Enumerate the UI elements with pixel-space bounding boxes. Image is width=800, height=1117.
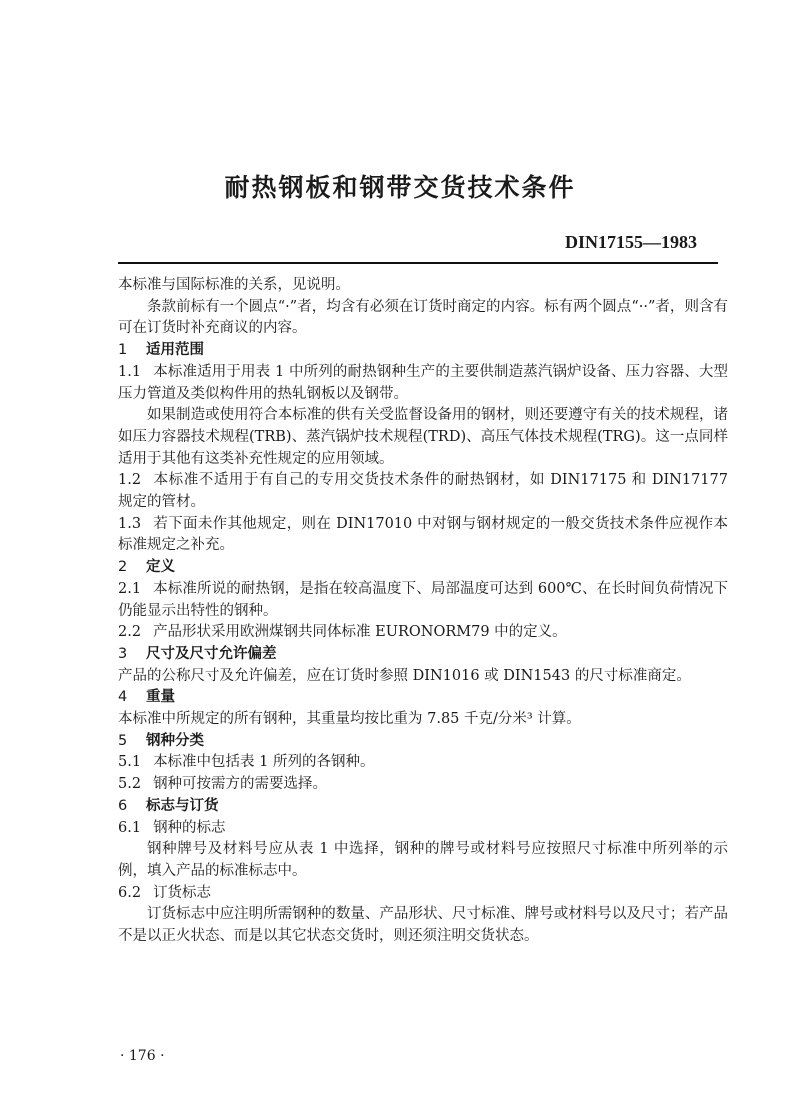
section-title: 钢种分类 [146,732,204,749]
body-paragraph [118,904,728,947]
section-number: 6 [118,797,128,814]
clause-number: 5.1 [118,754,142,771]
paragraph-text: 如果制造或使用符合本标准的供有关受监督设备用的钢材，则还要遵守有关的技术规程，诸如压力容器技术规程(TRB)、蒸汽锅炉技术规程(TRD)、高压气体技术规程(TRG)。这一点同样适用于其他有这类补充性规定的应用领域。 [118,407,728,467]
clause-number: 6.1 [118,819,142,836]
section-number: 2 [118,559,128,576]
body-paragraph [118,405,728,470]
paragraph-text: 本标准中包括表 1 所列的各钢种。 [153,754,375,771]
body-paragraph [118,774,728,796]
paragraph-text: 若下面未作其他规定，则在 DIN17010 中对钢与钢材规定的一般交货技术条件应视作本标准规定之补充。 [118,515,728,554]
body-paragraph [118,818,728,840]
paragraph-text: 产品的公称尺寸及允许偏差，应在订货时参照 DIN1016 或 DIN1543 的尺寸标准商定。 [118,667,691,684]
clause-number: 2.2 [118,624,142,641]
body-paragraph [118,622,728,644]
body-paragraph [118,839,728,882]
standard-number: DIN17155—1983 [564,232,697,252]
document-title: 耐热钢板和钢带交货技术条件 [224,173,576,202]
paragraph-text: 钢种的标志 [153,819,226,836]
section-heading [118,644,728,666]
section-heading [118,340,728,362]
paragraph-text: 订货标志 [153,884,212,901]
section-number: 4 [118,689,128,706]
section-heading [118,557,728,579]
section-title: 重量 [146,689,175,706]
header-rule [118,262,718,264]
paragraph-text: 本标准中所规定的所有钢种，其重量均按比重为 7.85 千克/分米³ 计算。 [118,711,581,728]
section-number: 3 [118,645,128,662]
clause-number: 2.1 [118,580,142,597]
section-heading [118,796,728,818]
body-paragraph [118,752,728,774]
section-title: 尺寸及尺寸允许偏差 [146,645,277,662]
section-title: 适用范围 [146,342,204,359]
section-number: 5 [118,732,128,749]
body-paragraph [118,514,728,557]
paragraph-text: 本标准所说的耐热钢，是指在较高温度下、局部温度可达到 600℃、在长时间负荷情况下仍能显示出特性的钢种。 [118,580,728,619]
body-paragraph [118,275,728,297]
paragraph-text: 钢种可按需方的需要选择。 [153,776,328,793]
clause-number: 1.3 [118,515,142,532]
page-number: · 176 · [120,1048,165,1064]
clause-number: 5.2 [118,776,142,793]
body-paragraph [118,709,728,731]
body-paragraph [118,470,728,513]
paragraph-text: 本标准适用于用表 1 中所列的耐热钢种生产的主要供制造蒸汽锅炉设备、压力容器、大型压力管道及类似构件用的热轧钢板以及钢带。 [118,363,728,402]
body-paragraph [118,883,728,905]
paragraph-text: 产品形状采用欧洲煤钢共同体标准 EURONORM79 中的定义。 [153,624,567,641]
paragraph-text: 订货标志中应注明所需钢种的数量、产品形状、尺寸标准、牌号或材料号以及尺寸；若产品不是以正火状态、而是以其它状态交货时，则还须注明交货状态。 [118,906,728,945]
section-number: 1 [118,342,128,359]
clause-number: 6.2 [118,884,142,901]
body-paragraph [118,579,728,622]
section-title: 定义 [146,559,175,576]
paragraph-text: 本标准不适用于有自己的专用交货技术条件的耐热钢材，如 DIN17175 和 DIN17177 规定的管材。 [118,472,728,511]
section-heading [118,731,728,753]
body-paragraph [118,297,728,340]
body-paragraph [118,666,728,688]
body-paragraph [118,362,728,405]
clause-number: 1.2 [118,472,142,489]
paragraph-text: 本标准与国际标准的关系，见说明。 [118,277,350,293]
paragraph-text: 条款前标有一个圆点“·”者，均含有必须在订货时商定的内容。标有两个圆点“··”者，则含有可在订货时补充商议的内容。 [118,298,728,337]
paragraph-text: 钢种牌号及材料号应从表 1 中选择，钢种的牌号或材料号应按照尺寸标准中所列举的示例，填入产品的标准标志中。 [118,841,728,879]
section-title: 标志与订货 [146,797,219,814]
section-heading [118,687,728,709]
document-body [118,275,728,948]
clause-number: 1.1 [118,363,142,380]
